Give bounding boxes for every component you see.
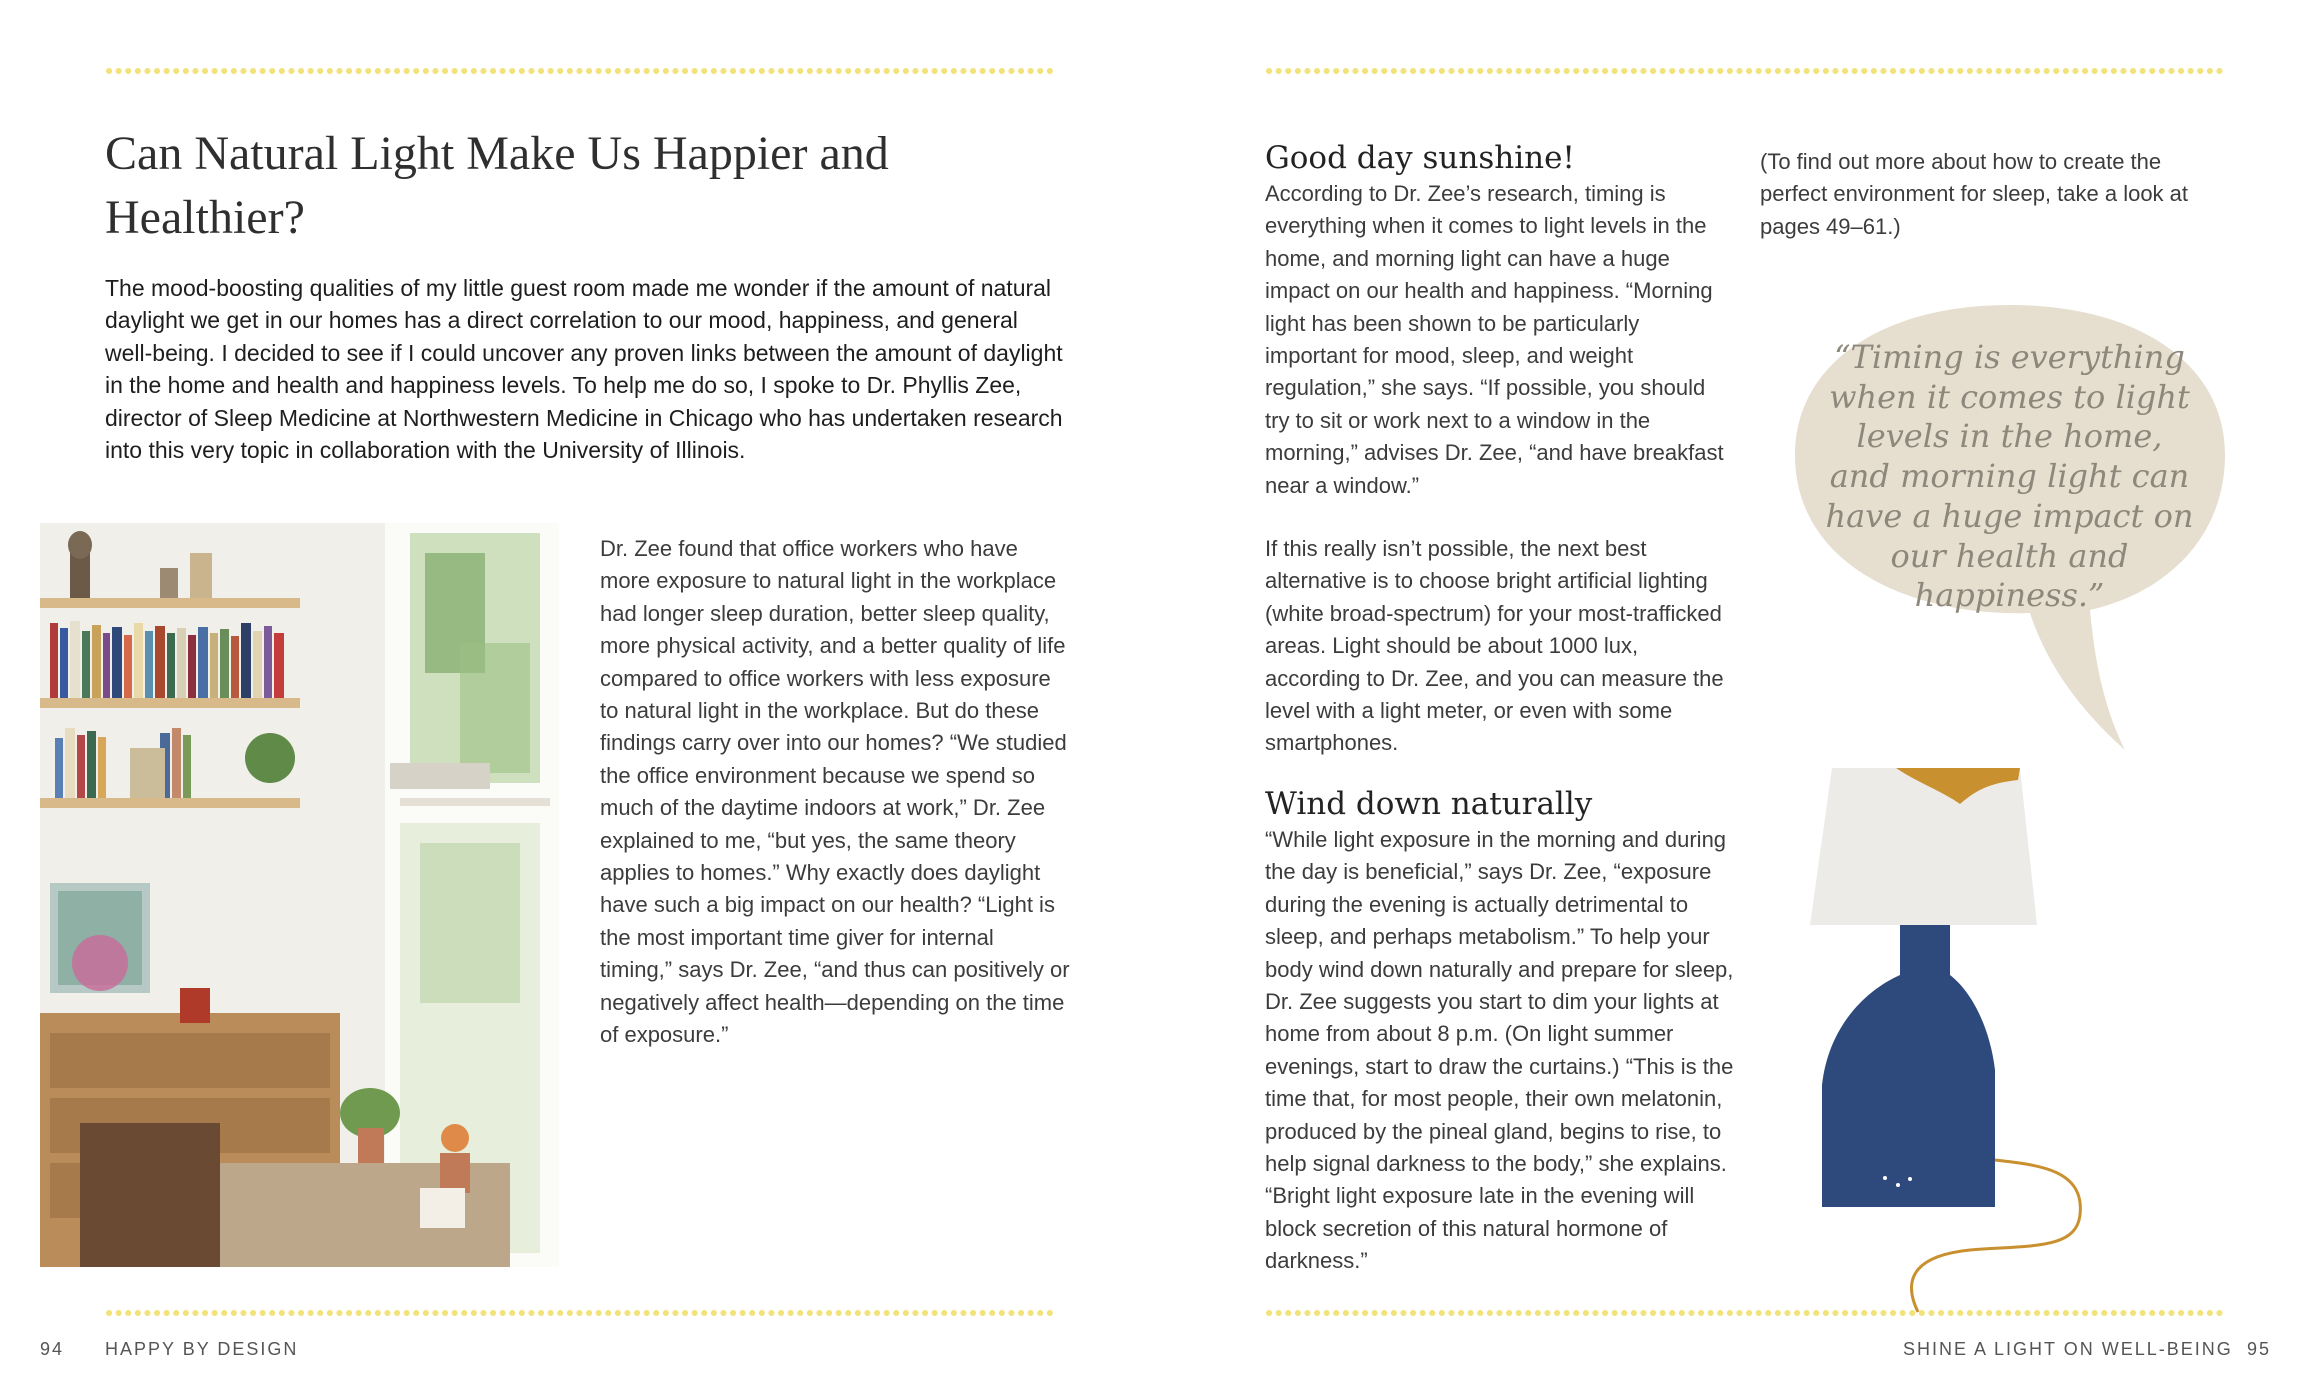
wind-down-paragraph: “While light exposure in the morning and during the day is beneficial,” says Dr. Zee, “exposure during the evening is actually detrimental to sleep, and perhaps metabolism.” To help your body wind down naturally and prepare for sleep, Dr. Zee suggests you start to dim your lights at home from about 8 p.m. (On light summer evenings, start to draw the curtains.) “This is the time that, for most people, their own melatonin, produced by the pineal gland, begins to rise, to help signal darkness to the body,” she explains. “Bright light exposure late in the evening will block secretion of this natural hormone of darkness.” xyxy=(1265,827,1734,1274)
sunshine-paragraph-2: If this really isn’t possible, the next best alternative is to choose bright artificial lighting (white broad-spectrum) for your most-trafficked areas. Light should be about 1000 lux, according to Dr. Zee, and you can measure the level with a light meter, or even with some smartphones. xyxy=(1265,536,1724,756)
sleep-reference-aside: (To find out more about how to create the perfect environment for sleep, take a look at pages 49–61.) xyxy=(1760,149,2189,239)
intro-paragraph: The mood-boosting qualities of my little guest room made me wonder if the amount of natural daylight we get in our homes has a direct correlation to our mood, happiness, and general well-being. I decided to see if I could uncover any proven links between the amount of daylight in the home and health and happiness levels. To help me do so, I spoke to Dr. Phyllis Zee, director of Sleep Medicine at Northwestern Medicine in Chicago who has undertaken research into this very topic in collaboration with the University of Illinois. xyxy=(105,275,1063,464)
sunshine-paragraph-1: According to Dr. Zee’s research, timing is everything when it comes to light levels in the home, and morning light can have a huge impact on our health and happiness. “Morning light has been shown to be particularly important for mood, sleep, and weight regulation,” she says. “If possible, you should try to sit or work next to a window in the morning,” advises Dr. Zee, “and have breakfast near a window.” xyxy=(1265,181,1724,498)
heading-good-day-sunshine: Good day sunshine! xyxy=(1265,140,1575,176)
bottom-left-dotted-rule xyxy=(105,1306,1055,1320)
top-right-dotted-rule xyxy=(1265,64,2225,78)
page-number-left: 94 xyxy=(40,1339,65,1359)
page-number-right: 95 xyxy=(2247,1339,2272,1359)
running-head-left: HAPPY BY DESIGN xyxy=(105,1339,299,1359)
pull-quote: “Timing is everything when it comes to light levels in the home, and morning light can have a huge impact on our health and happiness.” xyxy=(1825,338,2194,615)
heading-wind-down-naturally: Wind down naturally xyxy=(1265,786,1593,822)
top-left-dotted-rule xyxy=(105,64,1055,78)
table-lamp-icon xyxy=(1800,760,2090,1320)
running-head-right: SHINE A LIGHT ON WELL-BEING xyxy=(1903,1339,2233,1359)
page-title: Can Natural Light Make Us Happier and Healthier? xyxy=(105,127,889,244)
body-column-left: Dr. Zee found that office workers who have more exposure to natural light in the workplace had longer sleep duration, better sleep quality, more physical activity, and a better quality of life compared to office workers with less exposure to natural light in the workplace. But do these findings carry over into our homes? “We studied the office environment because we spend so much of the daytime indoors at work,” Dr. Zee explained to me, “but yes, the same theory applies to homes.” Why exactly does daylight have such a big impact on our health? “Light is the most important time giver for internal timing,” says Dr. Zee, “and thus can positively or negatively affect health—depending on the time of exposure.” xyxy=(600,536,1070,1048)
room-photo xyxy=(40,523,559,1267)
